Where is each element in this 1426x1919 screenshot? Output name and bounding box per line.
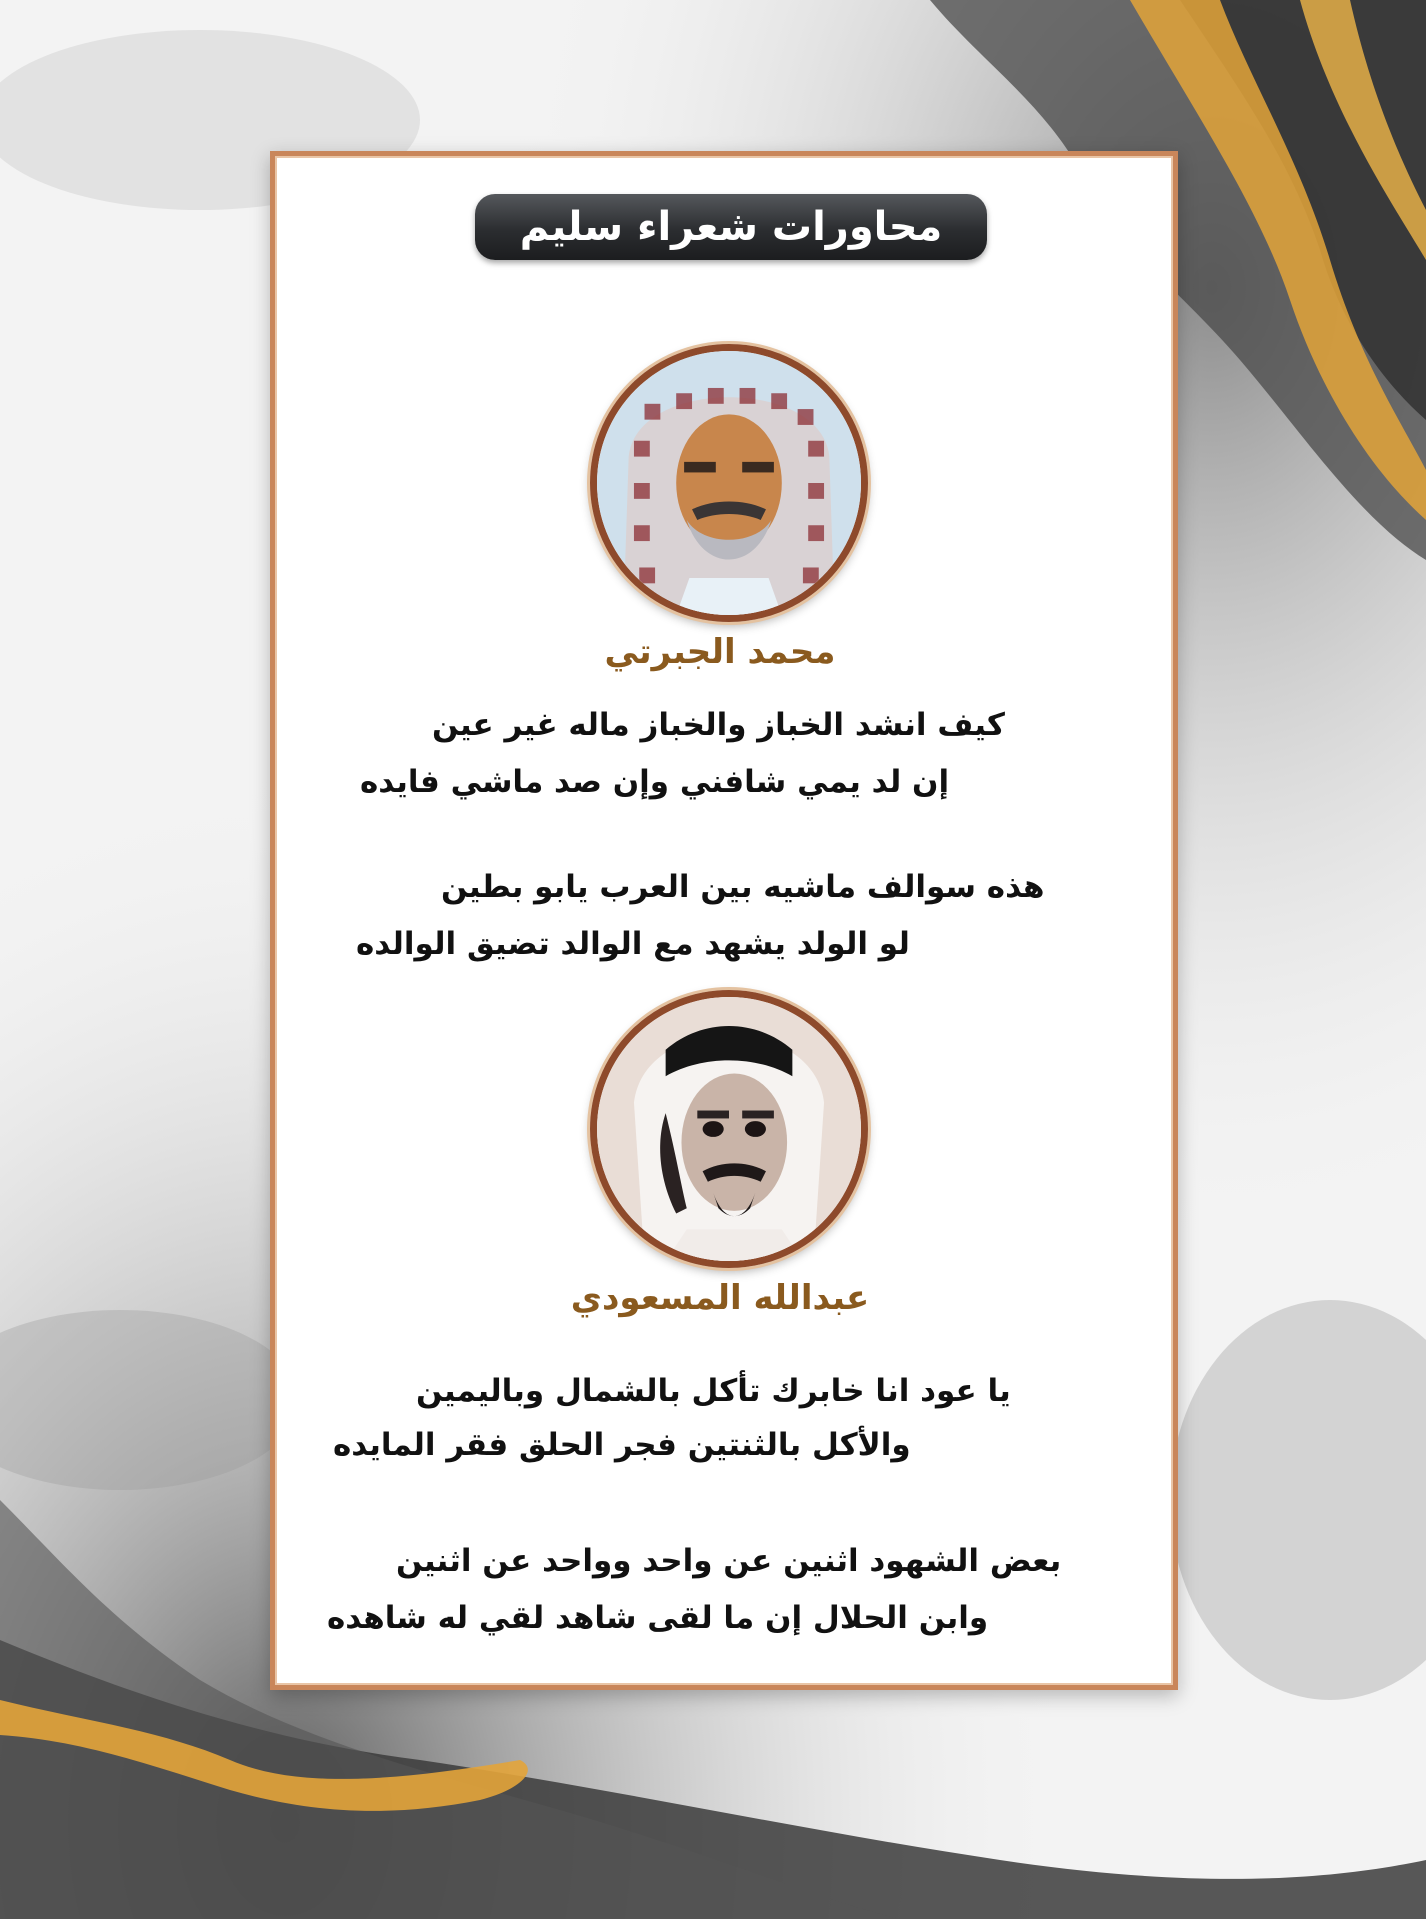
young-man-portrait-icon	[597, 997, 861, 1261]
poet-portrait-1	[590, 344, 868, 622]
verse-line: كيف انشد الخباز والخباز ماله غير عين	[432, 707, 1005, 743]
verse-line: يا عود انا خابرك تأكل بالشمال وباليمين	[416, 1373, 1011, 1409]
poet-portrait-2	[590, 990, 868, 1268]
page-title: محاورات شعراء سليم	[475, 194, 987, 260]
poet-name-2: عبدالله المسعودي	[570, 1278, 870, 1318]
poet-name-1: محمد الجبرتي	[604, 632, 836, 672]
verse-line: وابن الحلال إن ما لقى شاهد لقي له شاهده	[327, 1600, 989, 1636]
verse-line: والأكل بالثنتين فجر الحلق فقر المايده	[333, 1427, 911, 1463]
verse-line: لو الولد يشهد مع الوالد تضيق الوالده	[356, 926, 910, 962]
verse-line: بعض الشهود اثنين عن واحد وواحد عن اثنين	[396, 1543, 1062, 1579]
verse-line: إن لد يمي شافني وإن صد ماشي فايده	[360, 764, 950, 800]
verse-line: هذه سوالف ماشيه بين العرب يابو بطين	[441, 869, 1045, 905]
elderly-man-portrait-icon	[597, 351, 861, 615]
